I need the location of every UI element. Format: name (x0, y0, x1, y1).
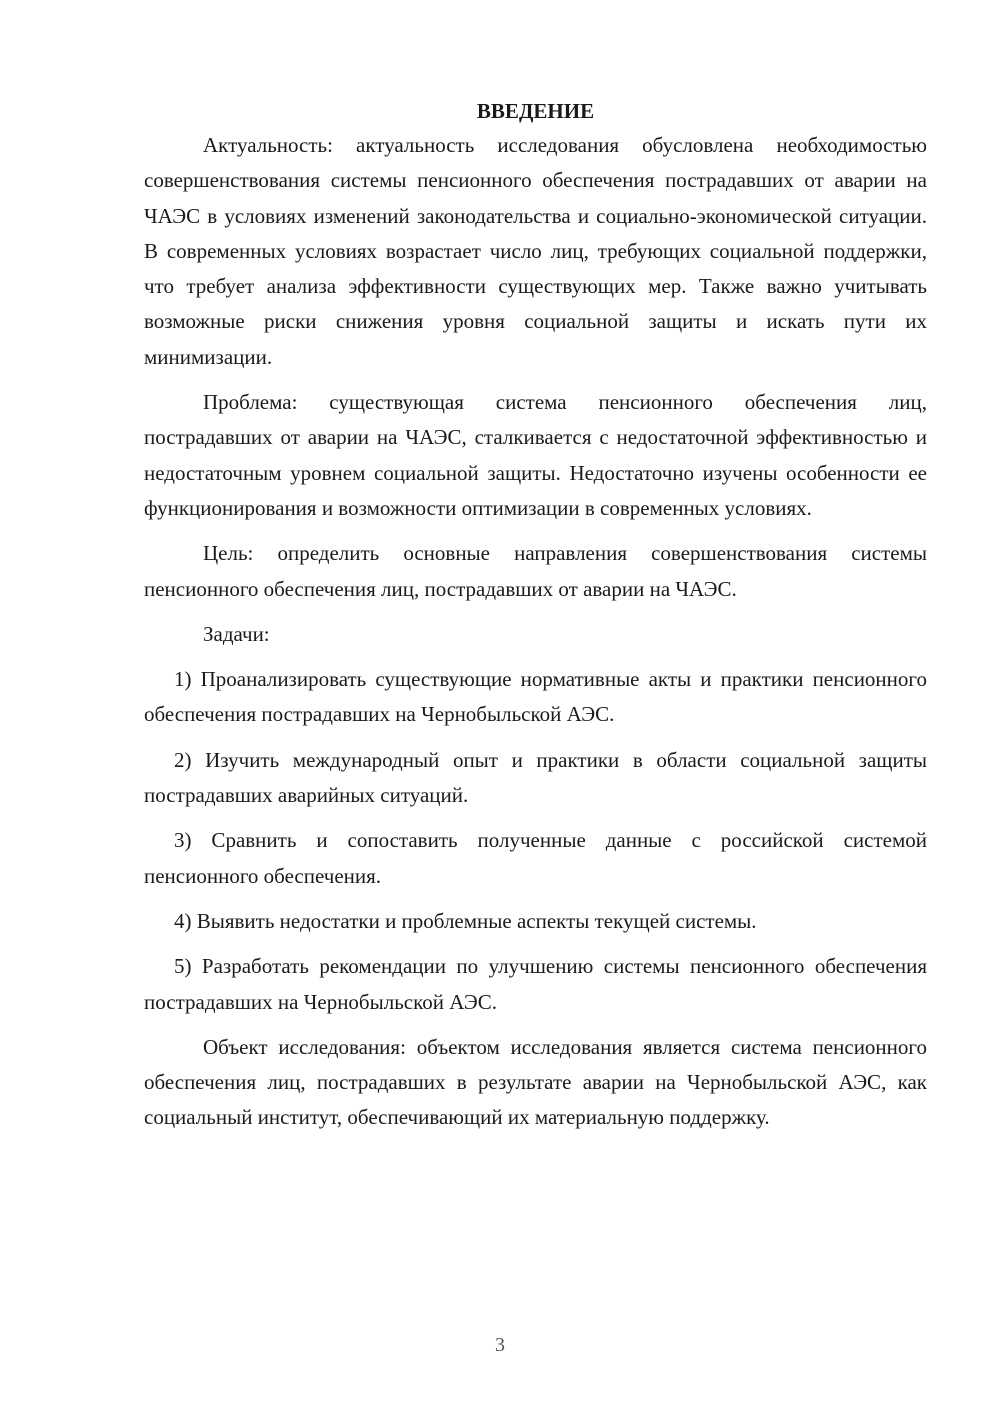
paragraph-object: Объект исследования: объектом исследования является система пенсионного обеспечения лиц, пострадавших в результате аварии на Чернобыльской АЭС, как социальный институт, обеспечивающий их материальную поддержку. (144, 1034, 927, 1130)
paragraph-goal: Цель: определить основные направления совершенствования системы пенсионного обеспечения лиц, пострадавших от аварии на ЧАЭС. (144, 541, 927, 601)
page-number: 3 (495, 1334, 505, 1356)
document-page (144, 96, 927, 1136)
page-title: ВВЕДЕНИЕ (476, 99, 595, 123)
task-item-4: 4) Выявить недостатки и проблемные аспекты текущей системы. (174, 908, 757, 933)
tasks-label: Задачи: (203, 621, 270, 646)
paragraph-problem: Проблема: существующая система пенсионного обеспечения лиц, пострадавших от аварии на ЧАЭС, сталкивается с недостаточной эффективностью и недостаточным уровнем социальной защиты. Недостаточно изучены особенности ее функционирования и возможности оптимизации в современных условиях. (144, 390, 927, 520)
task-item-2: 2) Изучить международный опыт и практики в области социальной защиты пострадавших аварийных ситуаций. (144, 747, 927, 808)
paragraph-relevance: Актуальность: актуальность исследования обусловлена необходимостью совершенствования системы пенсионного обеспечения пострадавших от аварии на ЧАЭС в условиях изменений законодательства и социально-экономической ситуации. В современных условиях возрастает число лиц, требующих социальной поддержки, что требует анализа эффективности существующих мер. Также важно учитывать возможные риски снижения уровня социальной защиты и искать пути их минимизации. (144, 133, 927, 369)
task-item-3: 3) Сравнить и сопоставить полученные данные с российской системой пенсионного обеспечения. (144, 828, 927, 888)
task-item-5: 5) Разработать рекомендации по улучшению системы пенсионного обеспечения пострадавших на Чернобыльской АЭС. (144, 954, 927, 1014)
task-item-1: 1) Проанализировать существующие нормативные акты и практики пенсионного обеспечения пострадавших на Чернобыльской АЭС. (144, 667, 927, 727)
